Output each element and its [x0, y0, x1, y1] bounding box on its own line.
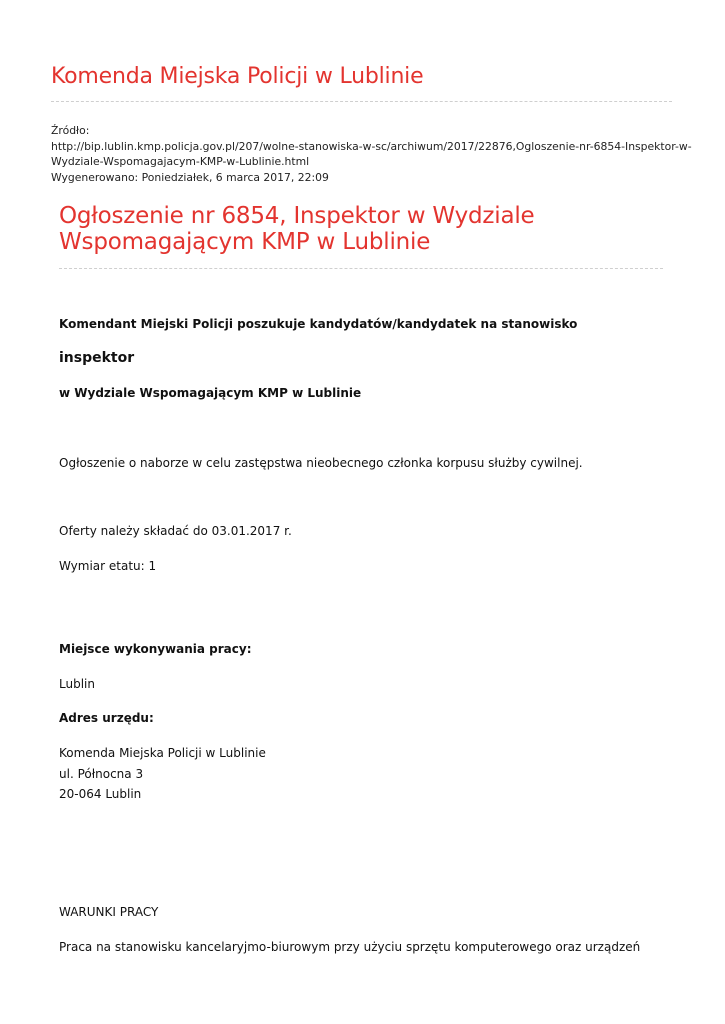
deadline-text: Oferty należy składać do 03.01.2017 r. [59, 524, 292, 538]
address-line2: ul. Północna 3 [59, 766, 144, 781]
source-label: Źródło: [51, 124, 90, 137]
conditions-heading: WARUNKI PRACY [59, 905, 159, 919]
address-heading: Adres urzędu: [59, 711, 154, 725]
conditions-text: Praca na stanowisku kancelaryjmo-biurowym przy użyciu sprzętu komputerowego oraz urządzeń [59, 940, 641, 954]
intro-text: Komendant Miejski Policji poszukuje kandydatów/kandydatek na stanowisko [59, 317, 578, 331]
source-url-line1: http://bip.lublin.kmp.policja.gov.pl/207/wolne-stanowiska-w-sc/archiwum/2017/22876,Ogloszenie-nr-6854-Inspektor-w- [51, 139, 692, 153]
header-divider [51, 101, 672, 102]
address-line3: 20-064 Lublin [59, 787, 142, 801]
notice-text: Ogłoszenie o naborze w celu zastępstwa nieobecnego członka korpusu służby cywilnej. [59, 456, 583, 470]
document-title [59, 203, 669, 255]
site-title: Komenda Miejska Policji w Lublinie [51, 64, 424, 89]
workplace-heading: Miejsce wykonywania pracy: [59, 642, 252, 656]
position-name: inspektor [59, 350, 135, 366]
document-title-line2: Wspomagającym KMP w Lublinie [59, 229, 431, 255]
office-address [59, 743, 266, 805]
generated-timestamp: Wygenerowano: Poniedziałek, 6 marca 2017, 22:09 [51, 170, 329, 184]
fte-text: Wymiar etatu: 1 [59, 559, 157, 573]
source-meta [51, 123, 692, 185]
workplace-value: Lublin [59, 677, 95, 691]
department-text: w Wydziale Wspomagającym KMP w Lublinie [59, 386, 362, 400]
source-url-line2: Wydziale-Wspomagajacym-KMP-w-Lublinie.html [51, 155, 310, 169]
address-line1: Komenda Miejska Policji w Lublinie [59, 746, 266, 760]
document-title-line1: Ogłoszenie nr 6854, Inspektor w Wydziale [59, 203, 535, 229]
title-divider [59, 268, 663, 269]
